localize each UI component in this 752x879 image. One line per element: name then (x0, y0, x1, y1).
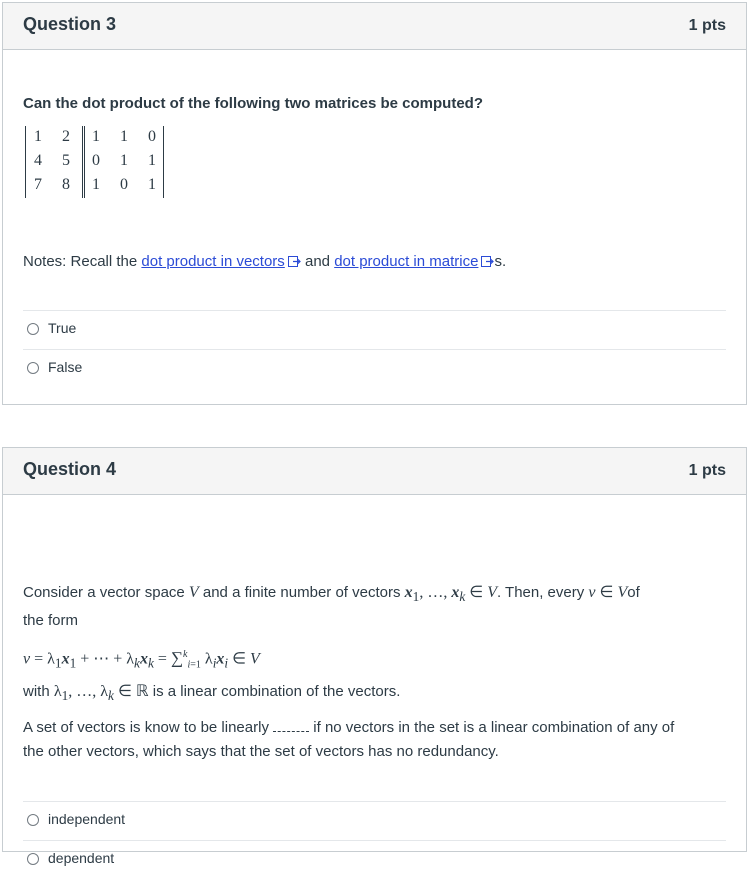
question-3-prompt: Can the dot product of the following two matrices be computed? (23, 95, 483, 112)
answer-option[interactable] (23, 349, 726, 388)
math-vectors: $x_1$, …, $x_k$ ∈ V (404, 584, 497, 605)
matrix-a-cell: 7 (34, 176, 42, 193)
matrix-a-cell: 1 (34, 128, 42, 145)
question-4-card (2, 447, 747, 866)
question-3-title: Question 3 (23, 14, 117, 34)
matrix-b-cell: 1 (92, 176, 100, 193)
answer-option[interactable] (23, 840, 726, 879)
question-3-notes (23, 250, 506, 274)
matrix-b-cell: 0 (148, 128, 156, 145)
external-link-icon (288, 251, 301, 262)
answer-option[interactable] (23, 310, 726, 349)
question-3-answers (23, 310, 726, 388)
answer-label: dependent (48, 850, 115, 866)
question-4-answers (23, 801, 726, 879)
matrix-product (25, 126, 165, 198)
matrix-b-cell: 1 (148, 152, 156, 169)
p1-text: the form (23, 612, 79, 630)
question-3-card (2, 2, 747, 405)
answer-label: True (48, 320, 77, 336)
question-4-points: 1 pts (688, 462, 726, 479)
p3-text: A set of vectors is know to be linearly (23, 719, 274, 736)
matrix-b-cell: 0 (92, 152, 100, 169)
matrix-b-cell: 1 (120, 128, 128, 145)
matrix-a (25, 126, 83, 198)
question-4-header (3, 448, 746, 495)
answer-option[interactable] (23, 801, 726, 840)
radio-button[interactable] (27, 814, 39, 826)
radio-button[interactable] (27, 323, 39, 335)
math-V: V (188, 584, 199, 601)
notes-prefix: Notes: Recall the (23, 253, 142, 270)
math-v-in-V: v ∈ V (588, 584, 628, 601)
question-4-title: Question 4 (23, 459, 117, 479)
fill-in-blank (273, 717, 309, 732)
p2-text: is a linear combination of the vectors. (148, 683, 401, 700)
matrix-a-cell: 5 (62, 152, 70, 169)
notes-mid: and (300, 253, 335, 270)
p3-text: if no vectors in the set is a linear combination of any of (309, 719, 675, 736)
linear-combination-formula: $v = \lambda_1x_1$ + ⋯ + $\lambda_kx_k = \sum^k_{i=1}$ $\lambda_ix_i$ ∈ V (23, 648, 260, 671)
matrix-a-cell: 4 (34, 152, 42, 169)
answer-label: independent (48, 811, 126, 827)
question-3-points: 1 pts (688, 17, 726, 34)
matrix-a-cell: 8 (62, 176, 70, 193)
matrix-b-cell: 1 (92, 128, 100, 145)
question-4-paragraph-2 (23, 680, 400, 708)
p1-text: of (627, 584, 640, 601)
radio-button[interactable] (27, 362, 39, 374)
p1-text: and a finite number of vectors (198, 584, 405, 601)
p1-text: . Then, every (496, 584, 589, 601)
p3-text: the other vectors, which says that the set of vectors has no redundancy. (23, 743, 499, 760)
question-4-paragraph-1 (23, 581, 723, 633)
dot-product-vectors-link[interactable]: dot product in vectors (141, 253, 285, 270)
matrix-b-cell: 0 (120, 176, 128, 193)
matrix-a-cell: 2 (62, 128, 70, 145)
matrix-b-cell: 1 (148, 176, 156, 193)
external-link-icon (481, 251, 494, 262)
p2-text: with (23, 683, 54, 700)
matrix-b-cell: 1 (120, 152, 128, 169)
dot-product-matrices-link[interactable]: dot product in matrice (334, 253, 479, 270)
math-lambdas: $\lambda_1$, …, $\lambda_k$ ∈ ℝ (53, 683, 149, 704)
matrix-b (84, 126, 164, 198)
answer-label: False (48, 359, 83, 375)
question-3-header (3, 3, 746, 50)
notes-suffix: s. (494, 253, 507, 270)
question-4-paragraph-3 (23, 716, 728, 764)
p1-text: Consider a vector space (23, 584, 189, 601)
